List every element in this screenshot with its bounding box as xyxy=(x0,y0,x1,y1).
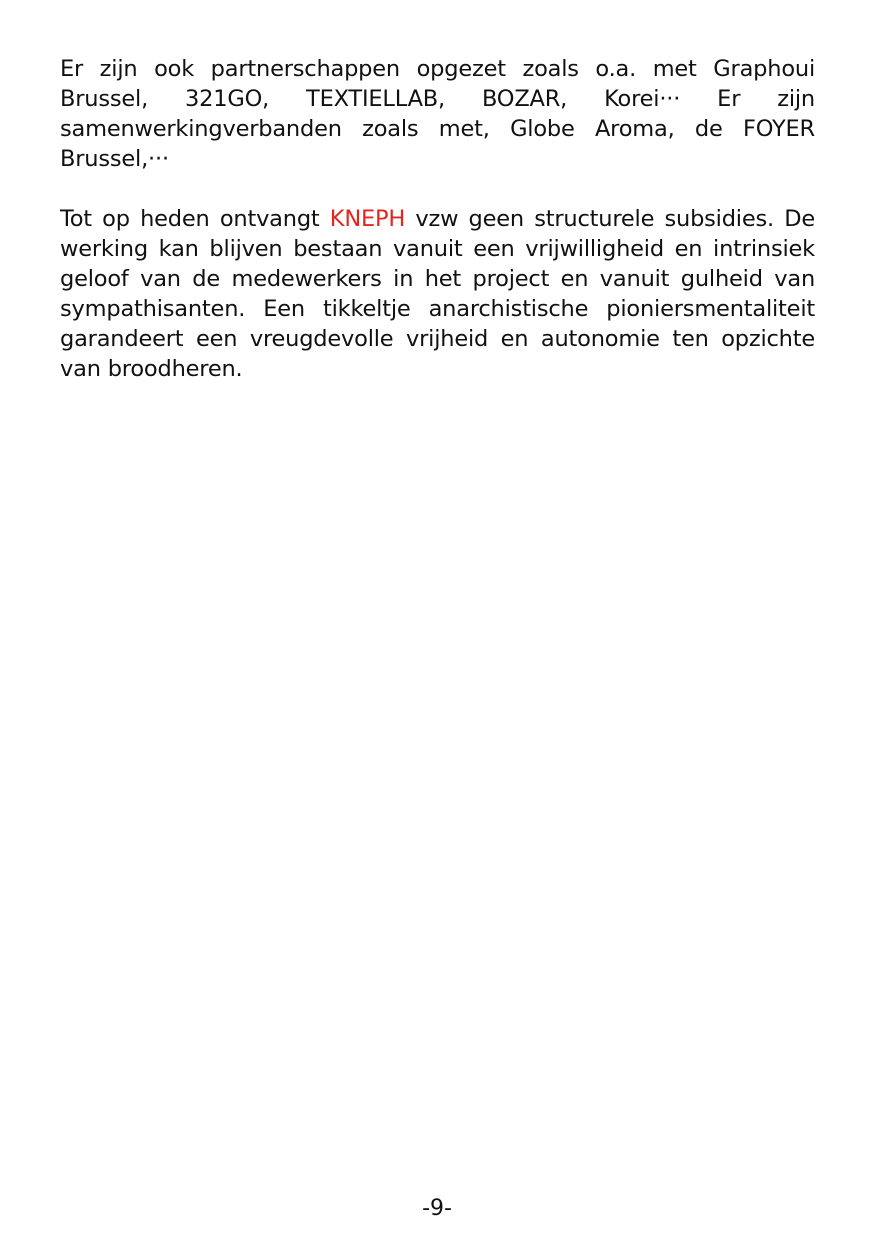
document-body xyxy=(60,54,815,384)
paragraph-subsidies xyxy=(60,204,815,384)
paragraph-subsidies-rest: vzw geen structurele subsidies. De werking kan blijven bestaan vanuit een vrijwilligheid en intrinsiek geloof van de medewerkers in het project en vanuit gulheid van sympathisanten. Een tikkeltje anarchistische pioniersmentaliteit garandeert een vreugdevolle vrijheid en autonomie ten opzichte van broodheren. xyxy=(60,206,815,382)
page-number: -9- xyxy=(422,1196,452,1221)
paragraph-partnerships: Er zijn ook partnerschappen opgezet zoals o.a. met Graphoui Brussel, 321GO, TEXTIELLAB, BOZAR, Korei··· Er zijn samenwerkingverbanden zoals met, Globe Aroma, de FOYER Brussel,··· xyxy=(60,56,815,172)
organization-name-highlight: KNEPH xyxy=(329,206,406,232)
paragraph-subsidies-intro: Tot op heden ontvangt xyxy=(60,206,330,232)
